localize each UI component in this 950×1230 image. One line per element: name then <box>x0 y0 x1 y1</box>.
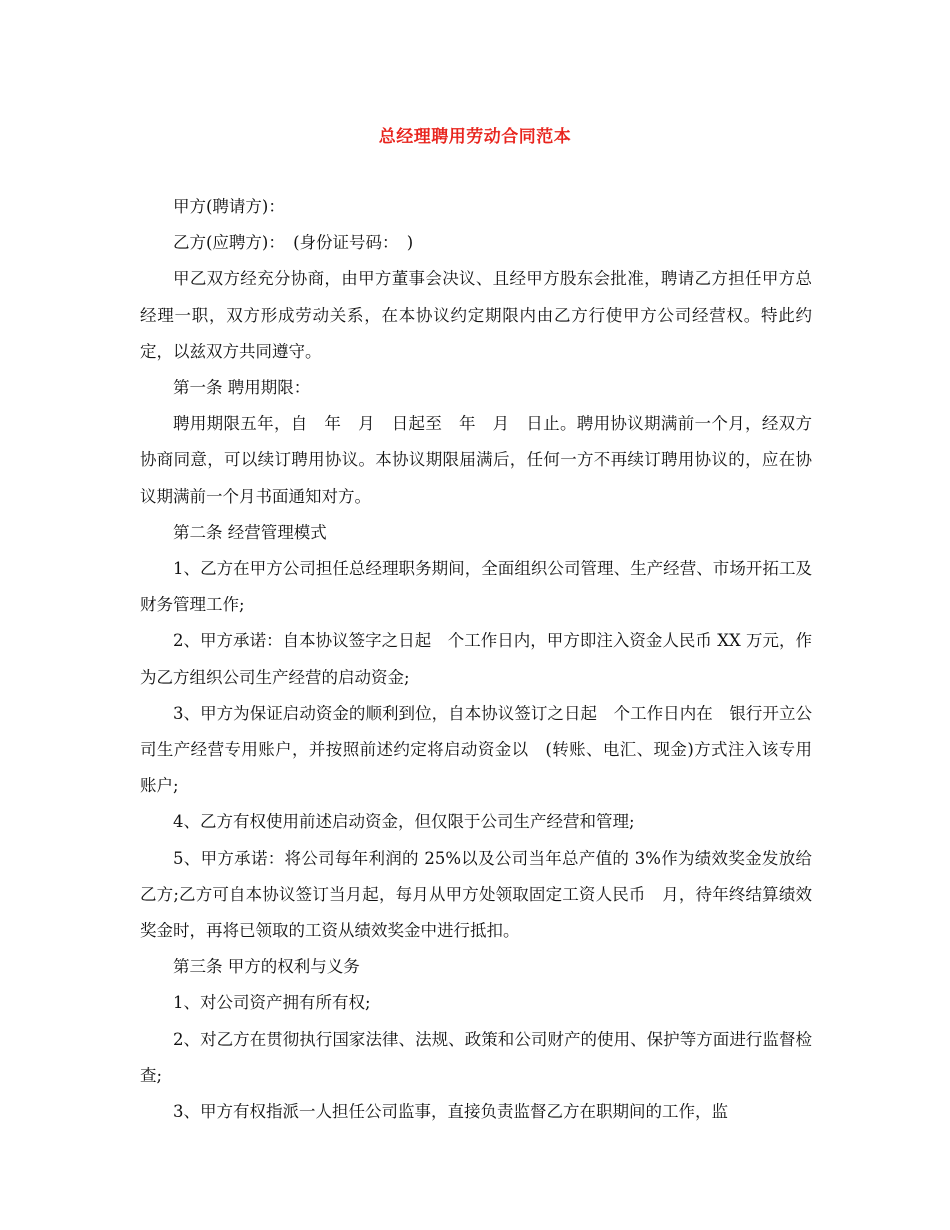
paragraph-party-a: 甲方(聘请方)： <box>173 197 285 216</box>
clause-2-3: 3、甲方为保证启动资金的顺利到位，自本协议签订之日起 个工作日内在 银行开立公司生产经营专用账户，并按照前述约定将启动资金以 (转账、电汇、现金)方式注入该专用账户; <box>140 703 812 796</box>
paragraph-term: 聘用期限五年，自 年 月 日起至 年 月 日止。聘用协议期满前一个月，经双方协商同意，可以续订聘用协议。本协议期限届满后，任何一方不再续订聘用协议的，应在协议期满前一个月书面通知对方。 <box>140 414 812 506</box>
clause-3-2: 2、对乙方在贯彻执行国家法律、法规、政策和公司财产的使用、保护等方面进行监督检查; <box>140 1029 812 1085</box>
article-heading-2: 第二条 经营管理模式 <box>173 522 327 542</box>
clause-3-3: 3、甲方有权指派一人担任公司监事，直接负责监督乙方在职期间的工作，监 <box>173 1102 728 1122</box>
article-heading-1: 第一条 聘用期限： <box>173 378 311 398</box>
clause-2-5: 5、甲方承诺：将公司每年利润的 25%以及公司当年总产值的 3%作为绩效奖金发放给乙方;乙方可自本协议签订当月起，每月从甲方处领取固定工资人民币 月，待年终结算绩效奖金时，再将已领取的工资从绩效奖金中进行抵扣。 <box>140 848 812 941</box>
document-title: 总经理聘用劳动合同范本 <box>378 127 572 147</box>
clause-2-2: 2、甲方承诺：自本协议签字之日起 个工作日内，甲方即注入资金人民币 XX 万元，作为乙方组织公司生产经营的启动资金; <box>140 631 812 687</box>
document-body <box>140 189 812 1130</box>
clause-2-4: 4、乙方有权使用前述启动资金，但仅限于公司生产经营和管理; <box>173 812 635 832</box>
clause-3-1: 1、对公司资产拥有所有权; <box>173 993 371 1013</box>
paragraph-preamble: 甲乙双方经充分协商，由甲方董事会决议、且经甲方股东会批准，聘请乙方担任甲方总经理一职，双方形成劳动关系，在本协议约定期限内由乙方行使甲方公司经营权。特此约定，以兹双方共同遵守。 <box>140 269 812 361</box>
clause-2-1: 1、乙方在甲方公司担任总经理职务期间，全面组织公司管理、生产经营、市场开拓工及财务管理工作; <box>140 559 812 615</box>
article-heading-3: 第三条 甲方的权利与义务 <box>173 957 360 977</box>
paragraph-party-b: 乙方(应聘方)： (身份证号码： ) <box>173 233 414 253</box>
